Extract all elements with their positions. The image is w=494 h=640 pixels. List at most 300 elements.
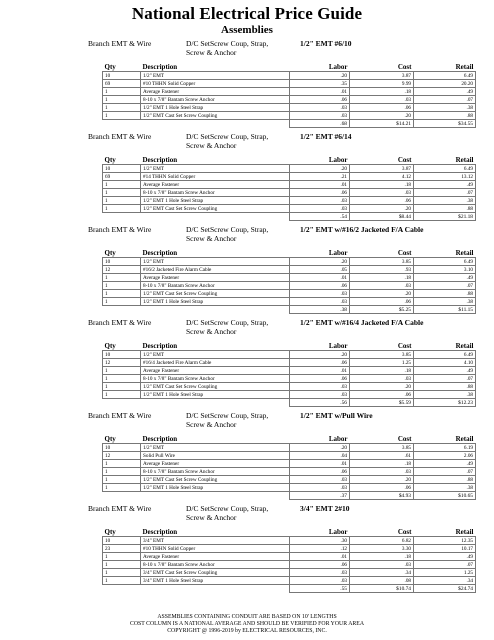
cell-qty: 1 bbox=[103, 375, 141, 383]
cell-description: Average Fastener bbox=[141, 274, 290, 282]
cell-retail: 6.49 bbox=[414, 258, 476, 266]
cell-description: 1/2" EMT 1 Hole Steel Strap bbox=[141, 104, 290, 112]
cell-description: Average Fastener bbox=[141, 181, 290, 189]
total-retail: $34.55 bbox=[414, 120, 476, 128]
cell-qty: 1 bbox=[103, 553, 141, 561]
cell-cost: .06 bbox=[350, 391, 414, 399]
cell-cost: 3.30 bbox=[350, 545, 414, 553]
cell-qty: 1 bbox=[103, 569, 141, 577]
column-header-qty: Qty bbox=[104, 156, 116, 164]
table-row bbox=[103, 266, 476, 274]
cell-cost: .06 bbox=[350, 298, 414, 306]
cell-labor: .04 bbox=[290, 452, 350, 460]
cell-qty: 1 bbox=[103, 484, 141, 492]
table-row bbox=[103, 577, 476, 585]
table-row bbox=[103, 80, 476, 88]
cell-labor: .03 bbox=[290, 197, 350, 205]
table-row bbox=[103, 96, 476, 104]
cell-labor: .20 bbox=[290, 444, 350, 452]
cell-description: 3/4" EMT 1 Hole Steel Strap bbox=[141, 577, 290, 585]
cell-labor: .06 bbox=[290, 468, 350, 476]
table-row bbox=[103, 112, 476, 120]
cell-retail: 10.17 bbox=[414, 545, 476, 553]
column-header-retail: Retail bbox=[455, 63, 474, 71]
table-total-row bbox=[103, 492, 476, 500]
cell-cost: .18 bbox=[350, 181, 414, 189]
total-spacer bbox=[103, 492, 141, 500]
cell-description: 1/2" EMT bbox=[141, 165, 290, 173]
total-cost: $5.59 bbox=[350, 399, 414, 407]
table-row bbox=[103, 468, 476, 476]
cell-qty: 12 bbox=[103, 452, 141, 460]
cell-qty: 69 bbox=[103, 173, 141, 181]
column-header-retail: Retail bbox=[455, 435, 474, 443]
table-total-row bbox=[103, 585, 476, 593]
cell-qty: 1 bbox=[103, 274, 141, 282]
cell-labor: .12 bbox=[290, 545, 350, 553]
assembly-category: Branch EMT & Wire bbox=[88, 225, 152, 234]
column-header-cost: Cost bbox=[397, 435, 412, 443]
cell-labor: .06 bbox=[290, 189, 350, 197]
cell-retail: .49 bbox=[414, 181, 476, 189]
column-header-labor: Labor bbox=[328, 435, 348, 443]
cell-description: 3/4" EMT bbox=[141, 537, 290, 545]
column-header-retail: Retail bbox=[455, 342, 474, 350]
cell-qty: 1 bbox=[103, 383, 141, 391]
assembly-header bbox=[0, 411, 494, 437]
page-title: National Electrical Price Guide bbox=[131, 4, 363, 23]
cell-retail: .07 bbox=[414, 282, 476, 290]
total-spacer bbox=[141, 120, 290, 128]
total-spacer bbox=[103, 585, 141, 593]
assembly-description: D/C SetScrew Coup, Strap, Screw & Anchor bbox=[186, 225, 269, 243]
total-cost: $14.21 bbox=[350, 120, 414, 128]
cell-cost: .18 bbox=[350, 274, 414, 282]
cell-labor: .06 bbox=[290, 375, 350, 383]
cell-labor: .20 bbox=[290, 165, 350, 173]
table-row bbox=[103, 367, 476, 375]
cell-labor: .01 bbox=[290, 181, 350, 189]
cell-labor: .01 bbox=[290, 553, 350, 561]
cell-description: 1/2" EMT 1 Hole Steel Strap bbox=[141, 391, 290, 399]
cell-labor: .03 bbox=[290, 476, 350, 484]
cell-labor: .21 bbox=[290, 173, 350, 181]
cell-description: 1/2" EMT bbox=[141, 351, 290, 359]
total-retail: $11.15 bbox=[414, 306, 476, 314]
assembly-table bbox=[102, 435, 476, 500]
cell-labor: .03 bbox=[290, 569, 350, 577]
column-header-qty: Qty bbox=[104, 528, 116, 536]
cell-qty: 1 bbox=[103, 577, 141, 585]
cell-qty: 10 bbox=[103, 537, 141, 545]
column-header-retail: Retail bbox=[455, 249, 474, 257]
cell-description: #10 THHN Solid Copper bbox=[141, 545, 290, 553]
cell-retail: .88 bbox=[414, 290, 476, 298]
total-cost: $5.25 bbox=[350, 306, 414, 314]
table-header-row bbox=[103, 63, 476, 72]
page-subtitle: Assemblies bbox=[221, 24, 273, 36]
column-header-description: Description bbox=[142, 528, 178, 536]
total-spacer bbox=[103, 213, 141, 221]
column-header-labor: Labor bbox=[328, 156, 348, 164]
cell-qty: 1 bbox=[103, 367, 141, 375]
cell-labor: .03 bbox=[290, 391, 350, 399]
cell-cost: .20 bbox=[350, 383, 414, 391]
cell-labor: .20 bbox=[290, 258, 350, 266]
cell-retail: .49 bbox=[414, 88, 476, 96]
cell-labor: .01 bbox=[290, 88, 350, 96]
table-header-row bbox=[103, 435, 476, 444]
table-total-row bbox=[103, 399, 476, 407]
cell-cost: .06 bbox=[350, 104, 414, 112]
table-row bbox=[103, 274, 476, 282]
cell-retail: .49 bbox=[414, 274, 476, 282]
total-retail: $10.65 bbox=[414, 492, 476, 500]
cell-description: #16/4 Jacketed Fire Alarm Cable bbox=[141, 359, 290, 367]
table-row bbox=[103, 375, 476, 383]
cell-retail: .38 bbox=[414, 391, 476, 399]
total-spacer bbox=[141, 399, 290, 407]
table-row bbox=[103, 72, 476, 80]
cell-cost: .18 bbox=[350, 460, 414, 468]
total-cost: $10.74 bbox=[350, 585, 414, 593]
cell-description: 1/2" EMT 1 Hole Steel Strap bbox=[141, 298, 290, 306]
cell-qty: 1 bbox=[103, 88, 141, 96]
table-row bbox=[103, 88, 476, 96]
total-spacer bbox=[103, 306, 141, 314]
cell-retail: 12.35 bbox=[414, 537, 476, 545]
cell-cost: .18 bbox=[350, 88, 414, 96]
assembly-description: D/C SetScrew Coup, Strap, Screw & Anchor bbox=[186, 318, 269, 336]
cell-qty: 1 bbox=[103, 181, 141, 189]
cell-qty: 1 bbox=[103, 561, 141, 569]
cell-description: Average Fastener bbox=[141, 367, 290, 375]
assembly-description: D/C SetScrew Coup, Strap, Screw & Anchor bbox=[186, 411, 269, 429]
table-total-row bbox=[103, 213, 476, 221]
assembly-category: Branch EMT & Wire bbox=[88, 39, 152, 48]
total-retail: $21.18 bbox=[414, 213, 476, 221]
assembly-table bbox=[102, 249, 476, 314]
table-row bbox=[103, 484, 476, 492]
assembly-product: 3/4" EMT 2#10 bbox=[300, 504, 350, 513]
column-header-labor: Labor bbox=[328, 342, 348, 350]
cell-retail: 6.49 bbox=[414, 351, 476, 359]
column-header-cost: Cost bbox=[397, 249, 412, 257]
cell-labor: .03 bbox=[290, 577, 350, 585]
assembly-table bbox=[102, 528, 476, 593]
cell-description: Average Fastener bbox=[141, 460, 290, 468]
cell-qty: 23 bbox=[103, 545, 141, 553]
cell-cost: 6.82 bbox=[350, 537, 414, 545]
cell-qty: 1 bbox=[103, 197, 141, 205]
total-cost: $8.44 bbox=[350, 213, 414, 221]
assembly-header bbox=[0, 132, 494, 158]
column-header-qty: Qty bbox=[104, 63, 116, 71]
cell-description: 1/2" EMT bbox=[141, 72, 290, 80]
cell-qty: 1 bbox=[103, 189, 141, 197]
assembly-table bbox=[102, 63, 476, 128]
assembly-category: Branch EMT & Wire bbox=[88, 318, 152, 327]
footer-note-lengths: ASSEMBLIES CONTAINING CONDUIT ARE BASED ON 10' LENGTHS bbox=[157, 614, 337, 620]
assembly-description: D/C SetScrew Coup, Strap, Screw & Anchor bbox=[186, 504, 269, 522]
cell-cost: .03 bbox=[350, 561, 414, 569]
cell-qty: 1 bbox=[103, 104, 141, 112]
cell-description: #10 THHN Solid Copper bbox=[141, 80, 290, 88]
total-spacer bbox=[103, 399, 141, 407]
cell-qty: 1 bbox=[103, 460, 141, 468]
cell-description: 1/2" EMT Cast Set Screw Coupling bbox=[141, 383, 290, 391]
cell-retail: 20.20 bbox=[414, 80, 476, 88]
cell-retail: 1.25 bbox=[414, 569, 476, 577]
cell-cost: .03 bbox=[350, 96, 414, 104]
assembly-table bbox=[102, 156, 476, 221]
cell-cost: 9.99 bbox=[350, 80, 414, 88]
cell-retail: 3.10 bbox=[414, 266, 476, 274]
cell-qty: 10 bbox=[103, 351, 141, 359]
assembly-category: Branch EMT & Wire bbox=[88, 132, 152, 141]
assembly-section bbox=[0, 132, 494, 218]
cell-qty: 1 bbox=[103, 298, 141, 306]
cell-labor: .03 bbox=[290, 383, 350, 391]
cell-cost: .03 bbox=[350, 375, 414, 383]
cell-description: 1/2" EMT Cast Set Screw Coupling bbox=[141, 205, 290, 213]
cell-qty: 1 bbox=[103, 96, 141, 104]
cell-cost: .20 bbox=[350, 205, 414, 213]
cell-labor: .01 bbox=[290, 367, 350, 375]
cell-cost: 1.25 bbox=[350, 359, 414, 367]
cell-description: 1/2" EMT Cast Set Screw Coupling bbox=[141, 476, 290, 484]
cell-cost: .03 bbox=[350, 189, 414, 197]
table-row bbox=[103, 359, 476, 367]
cell-cost: .18 bbox=[350, 367, 414, 375]
cell-labor: .01 bbox=[290, 274, 350, 282]
cell-cost: .08 bbox=[350, 577, 414, 585]
cell-labor: .06 bbox=[290, 561, 350, 569]
cell-retail: .07 bbox=[414, 468, 476, 476]
cell-cost: 3.85 bbox=[350, 351, 414, 359]
assembly-product: 1/2" EMT w/#16/4 Jacketed F/A Cable bbox=[300, 318, 424, 327]
total-retail: $24.74 bbox=[414, 585, 476, 593]
table-row bbox=[103, 189, 476, 197]
table-row bbox=[103, 205, 476, 213]
cell-description: 1/2" EMT Cast Set Screw Coupling bbox=[141, 112, 290, 120]
assembly-section bbox=[0, 225, 494, 311]
cell-retail: 6.19 bbox=[414, 444, 476, 452]
cell-retail: .49 bbox=[414, 367, 476, 375]
cell-retail: .88 bbox=[414, 476, 476, 484]
cell-retail: .38 bbox=[414, 197, 476, 205]
table-row bbox=[103, 104, 476, 112]
cell-description: Solid Pull Wire bbox=[141, 452, 290, 460]
assembly-description: D/C SetScrew Coup, Strap, Screw & Anchor bbox=[186, 39, 269, 57]
table-row bbox=[103, 460, 476, 468]
cell-retail: .49 bbox=[414, 553, 476, 561]
cell-labor: .03 bbox=[290, 112, 350, 120]
column-header-qty: Qty bbox=[104, 342, 116, 350]
cell-retail: .88 bbox=[414, 205, 476, 213]
assembly-category: Branch EMT & Wire bbox=[88, 504, 152, 513]
column-header-retail: Retail bbox=[455, 528, 474, 536]
cell-cost: 3.87 bbox=[350, 72, 414, 80]
column-header-description: Description bbox=[142, 156, 178, 164]
cell-description: 8-10 x 7/8" Bantam Screw Anchor bbox=[141, 96, 290, 104]
table-row bbox=[103, 545, 476, 553]
cell-cost: 3.85 bbox=[350, 258, 414, 266]
assembly-product: 1/2" EMT #6/14 bbox=[300, 132, 352, 141]
table-row bbox=[103, 569, 476, 577]
cell-retail: .49 bbox=[414, 460, 476, 468]
total-labor: .68 bbox=[290, 120, 350, 128]
table-header-row bbox=[103, 156, 476, 165]
total-spacer bbox=[141, 492, 290, 500]
cell-description: 8-10 x 7/8" Bantam Screw Anchor bbox=[141, 468, 290, 476]
total-spacer bbox=[141, 585, 290, 593]
cell-description: 1/2" EMT 1 Hole Steel Strap bbox=[141, 484, 290, 492]
cell-retail: .07 bbox=[414, 375, 476, 383]
table-row bbox=[103, 444, 476, 452]
table-row bbox=[103, 290, 476, 298]
assembly-product: 1/2" EMT #6/10 bbox=[300, 39, 352, 48]
cell-labor: .20 bbox=[290, 351, 350, 359]
column-header-cost: Cost bbox=[397, 63, 412, 71]
table-row bbox=[103, 282, 476, 290]
cell-retail: 2.06 bbox=[414, 452, 476, 460]
assembly-description: D/C SetScrew Coup, Strap, Screw & Anchor bbox=[186, 132, 269, 150]
assembly-section bbox=[0, 411, 494, 497]
table-row bbox=[103, 197, 476, 205]
cell-labor: .20 bbox=[290, 72, 350, 80]
cell-cost: .34 bbox=[350, 569, 414, 577]
column-header-retail: Retail bbox=[455, 156, 474, 164]
table-total-row bbox=[103, 306, 476, 314]
table-row bbox=[103, 476, 476, 484]
table-row bbox=[103, 258, 476, 266]
cell-qty: 69 bbox=[103, 80, 141, 88]
cell-qty: 1 bbox=[103, 282, 141, 290]
cell-labor: .05 bbox=[290, 266, 350, 274]
total-spacer bbox=[141, 306, 290, 314]
column-header-labor: Labor bbox=[328, 63, 348, 71]
cell-qty: 10 bbox=[103, 444, 141, 452]
cell-labor: .06 bbox=[290, 359, 350, 367]
cell-labor: .03 bbox=[290, 298, 350, 306]
footer-note-cost: COST COLUMN IS A NATIONAL AVERAGE AND SHOULD BE VERIFIED FOR YOUR AREA bbox=[129, 621, 365, 627]
column-header-labor: Labor bbox=[328, 249, 348, 257]
cell-description: #16/2 Jacketed Fire Alarm Cable bbox=[141, 266, 290, 274]
cell-qty: 12 bbox=[103, 359, 141, 367]
assembly-header bbox=[0, 504, 494, 530]
cell-cost: .03 bbox=[350, 468, 414, 476]
cell-retail: .07 bbox=[414, 561, 476, 569]
table-row bbox=[103, 383, 476, 391]
table-row bbox=[103, 351, 476, 359]
cell-retail: 4.10 bbox=[414, 359, 476, 367]
cell-description: 8-10 x 7/8" Bantam Screw Anchor bbox=[141, 189, 290, 197]
assembly-product: 1/2" EMT w/Pull Wire bbox=[300, 411, 373, 420]
cell-retail: .07 bbox=[414, 189, 476, 197]
column-header-qty: Qty bbox=[104, 435, 116, 443]
cell-retail: 6.49 bbox=[414, 72, 476, 80]
cell-labor: .01 bbox=[290, 460, 350, 468]
cell-cost: .61 bbox=[350, 452, 414, 460]
column-header-qty: Qty bbox=[104, 249, 116, 257]
table-total-row bbox=[103, 120, 476, 128]
cell-retail: 6.49 bbox=[414, 165, 476, 173]
column-header-description: Description bbox=[142, 63, 178, 71]
cell-description: Average Fastener bbox=[141, 88, 290, 96]
assembly-header bbox=[0, 225, 494, 251]
cell-description: 8-10 x 7/8" Bantam Screw Anchor bbox=[141, 561, 290, 569]
cell-qty: 12 bbox=[103, 266, 141, 274]
table-header-row bbox=[103, 342, 476, 351]
column-header-cost: Cost bbox=[397, 156, 412, 164]
total-labor: .56 bbox=[290, 399, 350, 407]
cell-description: Average Fastener bbox=[141, 553, 290, 561]
cell-labor: .03 bbox=[290, 104, 350, 112]
cell-labor: .03 bbox=[290, 484, 350, 492]
assembly-section bbox=[0, 39, 494, 125]
footer-copyright: COPYRIGHT @ 1996-2019 by ELECTRICAL RESOURCES, INC. bbox=[167, 628, 327, 634]
table-row bbox=[103, 298, 476, 306]
table-row bbox=[103, 561, 476, 569]
cell-cost: .20 bbox=[350, 112, 414, 120]
assembly-section bbox=[0, 504, 494, 590]
cell-description: 8-10 x 7/8" Bantam Screw Anchor bbox=[141, 375, 290, 383]
column-header-cost: Cost bbox=[397, 342, 412, 350]
table-row bbox=[103, 537, 476, 545]
cell-qty: 10 bbox=[103, 258, 141, 266]
total-spacer bbox=[141, 213, 290, 221]
table-header-row bbox=[103, 249, 476, 258]
cell-labor: .35 bbox=[290, 80, 350, 88]
cell-retail: .38 bbox=[414, 104, 476, 112]
cell-labor: .30 bbox=[290, 537, 350, 545]
cell-description: 1/2" EMT Cast Set Screw Coupling bbox=[141, 290, 290, 298]
cell-cost: 3.87 bbox=[350, 165, 414, 173]
cell-description: 1/2" EMT bbox=[141, 258, 290, 266]
table-row bbox=[103, 452, 476, 460]
cell-qty: 1 bbox=[103, 112, 141, 120]
assembly-header bbox=[0, 39, 494, 65]
cell-retail: 13.12 bbox=[414, 173, 476, 181]
column-header-description: Description bbox=[142, 249, 178, 257]
cell-cost: .20 bbox=[350, 476, 414, 484]
cell-description: #14 THHN Solid Copper bbox=[141, 173, 290, 181]
cell-labor: .03 bbox=[290, 290, 350, 298]
cell-qty: 10 bbox=[103, 72, 141, 80]
cell-labor: .06 bbox=[290, 96, 350, 104]
cell-retail: .88 bbox=[414, 383, 476, 391]
assembly-category: Branch EMT & Wire bbox=[88, 411, 152, 420]
cell-cost: .93 bbox=[350, 266, 414, 274]
column-header-cost: Cost bbox=[397, 528, 412, 536]
cell-cost: .03 bbox=[350, 282, 414, 290]
cell-qty: 1 bbox=[103, 205, 141, 213]
table-row bbox=[103, 553, 476, 561]
cell-qty: 10 bbox=[103, 165, 141, 173]
column-header-description: Description bbox=[142, 342, 178, 350]
column-header-description: Description bbox=[142, 435, 178, 443]
total-labor: .55 bbox=[290, 585, 350, 593]
cell-cost: .06 bbox=[350, 484, 414, 492]
total-retail: $12.23 bbox=[414, 399, 476, 407]
table-row bbox=[103, 391, 476, 399]
table-row bbox=[103, 173, 476, 181]
cell-retail: .34 bbox=[414, 577, 476, 585]
cell-labor: .03 bbox=[290, 205, 350, 213]
table-header-row bbox=[103, 528, 476, 537]
cell-description: 1/2" EMT bbox=[141, 444, 290, 452]
